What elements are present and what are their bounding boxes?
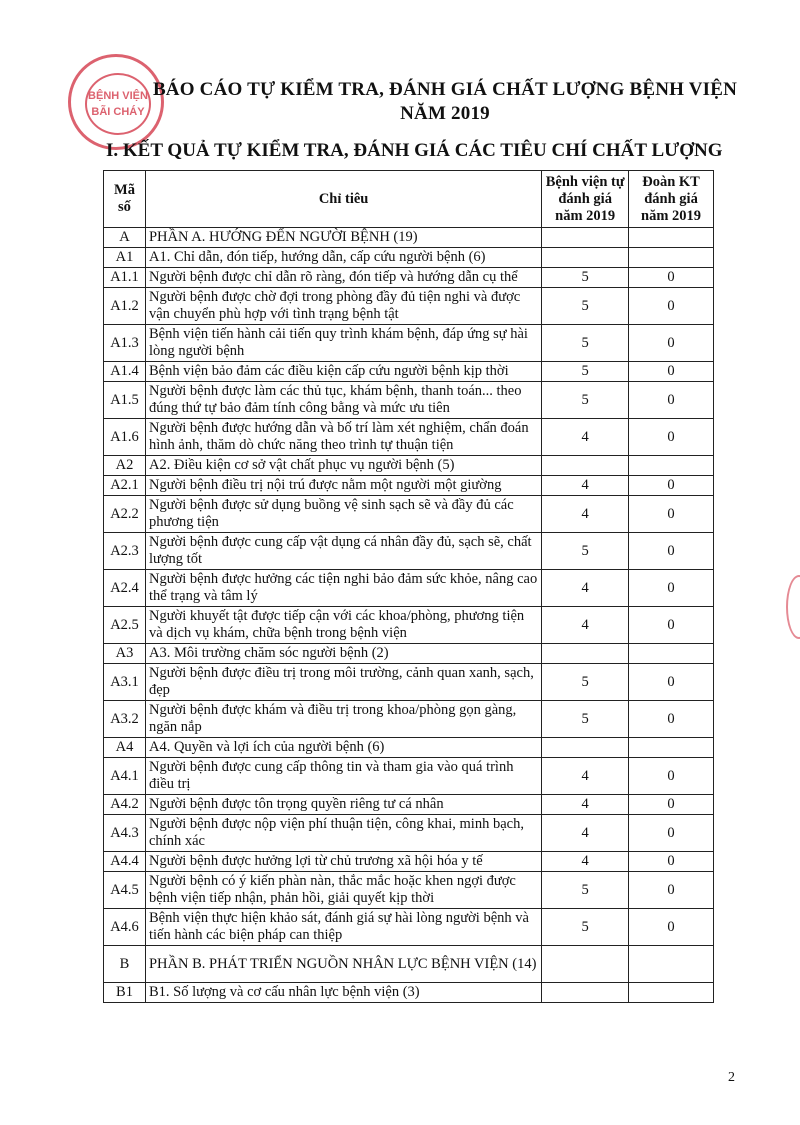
table-row xyxy=(104,644,714,664)
criterion-name: PHẦN B. PHÁT TRIỂN NGUỒN NHÂN LỰC BỆNH VIỆN (14) xyxy=(145,946,541,983)
team-score: 0 xyxy=(629,570,714,607)
table-row xyxy=(104,852,714,872)
team-score: 0 xyxy=(629,362,714,382)
team-score: 0 xyxy=(629,533,714,570)
self-score xyxy=(542,228,629,248)
stamp-line-2: BÃI CHÁY xyxy=(91,106,145,118)
criterion-code: A2.5 xyxy=(104,607,146,644)
self-score xyxy=(542,644,629,664)
team-score xyxy=(629,738,714,758)
header-code: Mã số xyxy=(104,171,146,228)
self-score: 5 xyxy=(542,268,629,288)
criterion-code: A1.5 xyxy=(104,382,146,419)
criterion-code: A1.6 xyxy=(104,419,146,456)
criterion-name: Người bệnh được khám và điều trị trong khoa/phòng gọn gàng, ngăn nắp xyxy=(145,701,541,738)
self-score: 4 xyxy=(542,476,629,496)
table-row xyxy=(104,248,714,268)
table-row xyxy=(104,362,714,382)
stamp-edge-mark xyxy=(786,575,800,639)
criterion-code: A2.2 xyxy=(104,496,146,533)
self-score xyxy=(542,983,629,1003)
self-score: 4 xyxy=(542,815,629,852)
team-score: 0 xyxy=(629,815,714,852)
hospital-stamp xyxy=(68,54,164,150)
criterion-name: Người bệnh được chỉ dẫn rõ ràng, đón tiếp và hướng dẫn cụ thể xyxy=(145,268,541,288)
self-score xyxy=(542,946,629,983)
criterion-name: Người bệnh được sử dụng buồng vệ sinh sạch sẽ và đầy đủ các phương tiện xyxy=(145,496,541,533)
report-year: NĂM 2019 xyxy=(400,103,490,124)
criterion-code: A1.1 xyxy=(104,268,146,288)
table-row xyxy=(104,815,714,852)
self-score: 4 xyxy=(542,852,629,872)
table-row xyxy=(104,701,714,738)
team-score xyxy=(629,644,714,664)
criterion-code: A4.5 xyxy=(104,872,146,909)
criterion-name: Người bệnh được hưởng các tiện nghi bảo đảm sức khỏe, nâng cao thể trạng và tâm lý xyxy=(145,570,541,607)
table-row xyxy=(104,738,714,758)
criterion-code: A4.3 xyxy=(104,815,146,852)
team-score: 0 xyxy=(629,872,714,909)
table-row xyxy=(104,382,714,419)
criterion-code: A1.3 xyxy=(104,325,146,362)
criterion-name: Người bệnh có ý kiến phàn nàn, thắc mắc hoặc khen ngợi được bệnh viện tiếp nhận, phản hồi, giải quyết kịp thời xyxy=(145,872,541,909)
table-row xyxy=(104,476,714,496)
team-score: 0 xyxy=(629,758,714,795)
page-number: 2 xyxy=(728,1070,735,1085)
self-score: 5 xyxy=(542,325,629,362)
criterion-code: A2.1 xyxy=(104,476,146,496)
header-team-assessment: Đoàn KT đánh giá năm 2019 xyxy=(629,171,714,228)
criterion-code: A2 xyxy=(104,456,146,476)
self-score: 5 xyxy=(542,701,629,738)
team-score: 0 xyxy=(629,268,714,288)
team-score: 0 xyxy=(629,909,714,946)
table-row xyxy=(104,946,714,983)
self-score: 5 xyxy=(542,909,629,946)
criterion-code: A4.1 xyxy=(104,758,146,795)
criterion-code: A4.4 xyxy=(104,852,146,872)
table-row xyxy=(104,795,714,815)
criterion-code: A3 xyxy=(104,644,146,664)
table-header-row xyxy=(104,171,714,228)
table-row xyxy=(104,909,714,946)
table-row xyxy=(104,872,714,909)
team-score xyxy=(629,228,714,248)
criterion-name: A4. Quyền và lợi ích của người bệnh (6) xyxy=(145,738,541,758)
table-row xyxy=(104,570,714,607)
criterion-name: Người bệnh được cung cấp vật dụng cá nhân đầy đủ, sạch sẽ, chất lượng tốt xyxy=(145,533,541,570)
self-score: 4 xyxy=(542,496,629,533)
criterion-code: A4.6 xyxy=(104,909,146,946)
criteria-table xyxy=(103,170,714,1003)
criterion-code: B xyxy=(104,946,146,983)
team-score xyxy=(629,248,714,268)
table-row xyxy=(104,983,714,1003)
table-row xyxy=(104,456,714,476)
self-score xyxy=(542,456,629,476)
criterion-code: A1 xyxy=(104,248,146,268)
self-score: 5 xyxy=(542,382,629,419)
team-score: 0 xyxy=(629,325,714,362)
criterion-name: A3. Môi trường chăm sóc người bệnh (2) xyxy=(145,644,541,664)
criterion-code: A2.3 xyxy=(104,533,146,570)
team-score: 0 xyxy=(629,288,714,325)
team-score: 0 xyxy=(629,476,714,496)
criterion-name: Người bệnh điều trị nội trú được nằm một người một giường xyxy=(145,476,541,496)
self-score: 5 xyxy=(542,362,629,382)
criterion-code: B1 xyxy=(104,983,146,1003)
team-score xyxy=(629,983,714,1003)
criterion-name: B1. Số lượng và cơ cấu nhân lực bệnh viện (3) xyxy=(145,983,541,1003)
criterion-name: Người khuyết tật được tiếp cận với các khoa/phòng, phương tiện và dịch vụ khám, chữa bệnh trong bệnh viện xyxy=(145,607,541,644)
criterion-code: A4 xyxy=(104,738,146,758)
team-score: 0 xyxy=(629,419,714,456)
criterion-code: A3.2 xyxy=(104,701,146,738)
table-row xyxy=(104,664,714,701)
criterion-name: PHẦN A. HƯỚNG ĐẾN NGƯỜI BỆNH (19) xyxy=(145,228,541,248)
team-score: 0 xyxy=(629,496,714,533)
stamp-line-1: BỆNH VIỆN xyxy=(88,90,148,102)
table-row xyxy=(104,758,714,795)
table-row xyxy=(104,419,714,456)
self-score: 4 xyxy=(542,419,629,456)
criterion-name: Người bệnh được điều trị trong môi trường, cảnh quan xanh, sạch, đẹp xyxy=(145,664,541,701)
criterion-name: Người bệnh được nộp viện phí thuận tiện, công khai, minh bạch, chính xác xyxy=(145,815,541,852)
team-score: 0 xyxy=(629,795,714,815)
self-score: 4 xyxy=(542,570,629,607)
criterion-name: Bệnh viện bảo đảm các điều kiện cấp cứu người bệnh kịp thời xyxy=(145,362,541,382)
table-row xyxy=(104,325,714,362)
self-score xyxy=(542,248,629,268)
self-score: 4 xyxy=(542,758,629,795)
table-row xyxy=(104,533,714,570)
criterion-name: Bệnh viện tiến hành cải tiến quy trình khám bệnh, đáp ứng sự hài lòng người bệnh xyxy=(145,325,541,362)
criterion-name: Người bệnh được chờ đợi trong phòng đầy đủ tiện nghi và được vận chuyển phù hợp với tình trạng bệnh tật xyxy=(145,288,541,325)
table-row xyxy=(104,288,714,325)
criterion-code: A3.1 xyxy=(104,664,146,701)
section-heading: I. KẾT QUẢ TỰ KIỂM TRA, ĐÁNH GIÁ CÁC TIÊU CHÍ CHẤT LƯỢNG xyxy=(106,140,723,161)
criterion-name: A2. Điều kiện cơ sở vật chất phục vụ người bệnh (5) xyxy=(145,456,541,476)
header-self-assessment: Bệnh viện tự đánh giá năm 2019 xyxy=(542,171,629,228)
table-row xyxy=(104,607,714,644)
criterion-code: A4.2 xyxy=(104,795,146,815)
criterion-code: A2.4 xyxy=(104,570,146,607)
self-score: 5 xyxy=(542,288,629,325)
criterion-name: Người bệnh được làm các thủ tục, khám bệnh, thanh toán... theo đúng thứ tự bảo đảm tính công bằng và mức ưu tiên xyxy=(145,382,541,419)
team-score: 0 xyxy=(629,382,714,419)
team-score: 0 xyxy=(629,664,714,701)
criterion-code: A xyxy=(104,228,146,248)
self-score: 5 xyxy=(542,872,629,909)
criterion-code: A1.4 xyxy=(104,362,146,382)
criterion-code: A1.2 xyxy=(104,288,146,325)
criterion-name: Người bệnh được tôn trọng quyền riêng tư cá nhân xyxy=(145,795,541,815)
criterion-name: Bệnh viện thực hiện khảo sát, đánh giá sự hài lòng người bệnh và tiến hành các biện pháp can thiệp xyxy=(145,909,541,946)
table-row xyxy=(104,268,714,288)
team-score xyxy=(629,456,714,476)
table-row xyxy=(104,228,714,248)
team-score: 0 xyxy=(629,701,714,738)
self-score xyxy=(542,738,629,758)
self-score: 4 xyxy=(542,795,629,815)
criterion-name: Người bệnh được hướng dẫn và bố trí làm xét nghiệm, chẩn đoán hình ảnh, thăm dò chức năng theo trình tự thuận tiện xyxy=(145,419,541,456)
team-score: 0 xyxy=(629,852,714,872)
criterion-name: Người bệnh được hưởng lợi từ chủ trương xã hội hóa y tế xyxy=(145,852,541,872)
team-score: 0 xyxy=(629,607,714,644)
self-score: 5 xyxy=(542,533,629,570)
team-score xyxy=(629,946,714,983)
self-score: 5 xyxy=(542,664,629,701)
criterion-name: Người bệnh được cung cấp thông tin và tham gia vào quá trình điều trị xyxy=(145,758,541,795)
self-score: 4 xyxy=(542,607,629,644)
report-title: BÁO CÁO TỰ KIỂM TRA, ĐÁNH GIÁ CHẤT LƯỢNG BỆNH VIỆN xyxy=(152,79,738,100)
header-criterion: Chỉ tiêu xyxy=(145,171,541,228)
criterion-name: A1. Chỉ dẫn, đón tiếp, hướng dẫn, cấp cứu người bệnh (6) xyxy=(145,248,541,268)
table-row xyxy=(104,496,714,533)
